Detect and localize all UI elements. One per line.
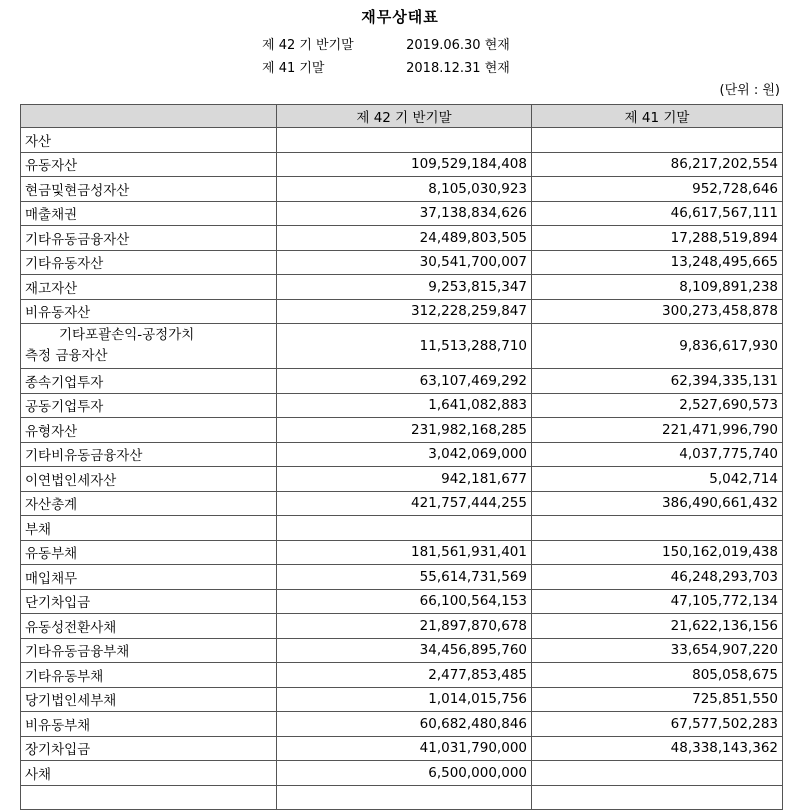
row-label: 유동자산 xyxy=(21,152,277,177)
row-label: 부채 xyxy=(21,516,277,541)
row-prior-value: 2,527,690,573 xyxy=(532,393,783,418)
row-label: 공동기업투자 xyxy=(21,393,277,418)
row-current-value xyxy=(277,516,532,541)
row-prior-value: 8,109,891,238 xyxy=(532,275,783,300)
row-prior-value: 48,338,143,362 xyxy=(532,736,783,761)
row-current-value: 181,561,931,401 xyxy=(277,540,532,565)
table-row xyxy=(21,491,783,516)
row-prior-value: 725,851,550 xyxy=(532,687,783,712)
table-row xyxy=(21,589,783,614)
row-current-value: 942,181,677 xyxy=(277,467,532,492)
table-row xyxy=(21,393,783,418)
row-prior-value: 4,037,775,740 xyxy=(532,442,783,467)
row-label: 자산 xyxy=(21,128,277,153)
row-label: 유동성전환사채 xyxy=(21,614,277,639)
period-current xyxy=(262,34,510,53)
table-row xyxy=(21,275,783,300)
row-prior-value: 86,217,202,554 xyxy=(532,152,783,177)
row-current-value: 41,031,790,000 xyxy=(277,736,532,761)
row-current-value: 11,513,288,710 xyxy=(277,324,532,369)
row-current-value: 30,541,700,007 xyxy=(277,250,532,275)
row-label: 기타유동금융자산 xyxy=(21,226,277,251)
row-prior-value: 805,058,675 xyxy=(532,663,783,688)
table-row xyxy=(21,785,783,810)
row-prior-value: 46,617,567,111 xyxy=(532,201,783,226)
row-current-value: 24,489,803,505 xyxy=(277,226,532,251)
unit-note: (단위 : 원) xyxy=(719,83,780,98)
row-label: 비유동부채 xyxy=(21,712,277,737)
row-prior-value: 386,490,661,432 xyxy=(532,491,783,516)
row-current-value: 109,529,184,408 xyxy=(277,152,532,177)
row-label xyxy=(21,785,277,810)
row-label: 비유동자산 xyxy=(21,299,277,324)
table-row xyxy=(21,324,783,369)
table-row xyxy=(21,663,783,688)
row-current-value xyxy=(277,128,532,153)
row-label: 종속기업투자 xyxy=(21,369,277,394)
table-row xyxy=(21,761,783,786)
row-label: 장기차입금 xyxy=(21,736,277,761)
period-current-date: 2019.06.30 현재 xyxy=(406,38,510,53)
row-current-value: 1,641,082,883 xyxy=(277,393,532,418)
row-prior-value: 300,273,458,878 xyxy=(532,299,783,324)
row-label: 기타유동금융부채 xyxy=(21,638,277,663)
row-current-value: 421,757,444,255 xyxy=(277,491,532,516)
table-row xyxy=(21,418,783,443)
table-row xyxy=(21,201,783,226)
row-label: 기타유동자산 xyxy=(21,250,277,275)
period-prior-date: 2018.12.31 현재 xyxy=(406,61,510,76)
row-current-value: 37,138,834,626 xyxy=(277,201,532,226)
row-current-value: 6,500,000,000 xyxy=(277,761,532,786)
row-prior-value: 9,836,617,930 xyxy=(532,324,783,369)
row-current-value xyxy=(277,785,532,810)
row-prior-value: 5,042,714 xyxy=(532,467,783,492)
table-row xyxy=(21,614,783,639)
row-label: 유동부채 xyxy=(21,540,277,565)
row-prior-value xyxy=(532,516,783,541)
row-current-value: 21,897,870,678 xyxy=(277,614,532,639)
period-current-label: 제 42 기 반기말 xyxy=(262,38,354,53)
row-prior-value xyxy=(532,761,783,786)
row-prior-value: 62,394,335,131 xyxy=(532,369,783,394)
row-current-value: 1,014,015,756 xyxy=(277,687,532,712)
row-prior-value: 33,654,907,220 xyxy=(532,638,783,663)
row-current-value: 3,042,069,000 xyxy=(277,442,532,467)
row-label: 유형자산 xyxy=(21,418,277,443)
row-prior-value xyxy=(532,785,783,810)
row-current-value: 8,105,030,923 xyxy=(277,177,532,202)
table-row xyxy=(21,177,783,202)
row-label: 매입채무 xyxy=(21,565,277,590)
row-label: 현금및현금성자산 xyxy=(21,177,277,202)
row-prior-value xyxy=(532,128,783,153)
table-row xyxy=(21,516,783,541)
row-prior-value: 17,288,519,894 xyxy=(532,226,783,251)
table-row xyxy=(21,687,783,712)
row-prior-value: 221,471,996,790 xyxy=(532,418,783,443)
table-header-row xyxy=(21,105,783,128)
row-current-value: 312,228,259,847 xyxy=(277,299,532,324)
row-label xyxy=(21,324,277,369)
table-row xyxy=(21,540,783,565)
header-account xyxy=(21,105,277,128)
table-row xyxy=(21,565,783,590)
row-prior-value: 47,105,772,134 xyxy=(532,589,783,614)
table-row xyxy=(21,712,783,737)
period-prior xyxy=(262,57,510,76)
row-prior-value: 46,248,293,703 xyxy=(532,565,783,590)
row-prior-value: 13,248,495,665 xyxy=(532,250,783,275)
row-label: 기타비유동금융자산 xyxy=(21,442,277,467)
row-prior-value: 952,728,646 xyxy=(532,177,783,202)
table-row xyxy=(21,250,783,275)
row-current-value: 55,614,731,569 xyxy=(277,565,532,590)
row-label: 기타유동부채 xyxy=(21,663,277,688)
header-current-period: 제 42 기 반기말 xyxy=(277,105,532,128)
table-row xyxy=(21,299,783,324)
row-label-line1: 기타포괄손익-공정가치 xyxy=(59,327,195,343)
row-current-value: 231,982,168,285 xyxy=(277,418,532,443)
balance-sheet-table xyxy=(20,104,783,810)
row-current-value: 34,456,895,760 xyxy=(277,638,532,663)
row-label: 재고자산 xyxy=(21,275,277,300)
table-row xyxy=(21,226,783,251)
table-row xyxy=(21,638,783,663)
row-prior-value: 67,577,502,283 xyxy=(532,712,783,737)
table-row xyxy=(21,442,783,467)
table-row xyxy=(21,736,783,761)
row-label: 사채 xyxy=(21,761,277,786)
row-label: 단기차입금 xyxy=(21,589,277,614)
row-current-value: 9,253,815,347 xyxy=(277,275,532,300)
table-row xyxy=(21,152,783,177)
row-label: 자산총계 xyxy=(21,491,277,516)
row-label: 이연법인세자산 xyxy=(21,467,277,492)
row-label-line2: 측정 금융자산 xyxy=(25,348,108,364)
statement-title: 재무상태표 xyxy=(361,8,439,26)
row-prior-value: 21,622,136,156 xyxy=(532,614,783,639)
period-prior-label: 제 41 기말 xyxy=(262,61,325,76)
table-row xyxy=(21,369,783,394)
row-label: 당기법인세부채 xyxy=(21,687,277,712)
row-current-value: 63,107,469,292 xyxy=(277,369,532,394)
row-current-value: 60,682,480,846 xyxy=(277,712,532,737)
table-row xyxy=(21,128,783,153)
header-prior-period: 제 41 기말 xyxy=(532,105,783,128)
row-label: 매출채권 xyxy=(21,201,277,226)
row-current-value: 2,477,853,485 xyxy=(277,663,532,688)
row-prior-value: 150,162,019,438 xyxy=(532,540,783,565)
table-row xyxy=(21,467,783,492)
row-current-value: 66,100,564,153 xyxy=(277,589,532,614)
